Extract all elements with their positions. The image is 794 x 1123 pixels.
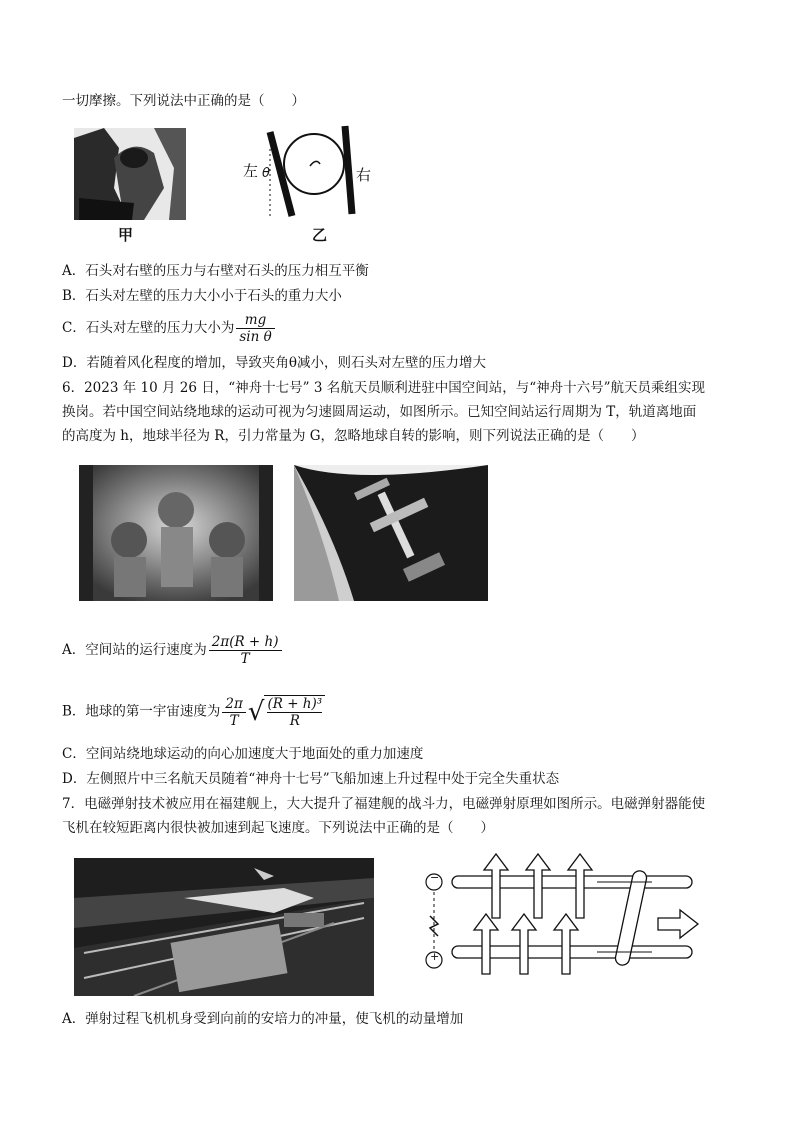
q6-stem-line3: 的高度为 h，地球半径为 R，引力常量为 G，忽略地球自转的影响，则下列说法正确的是（ ） bbox=[62, 428, 645, 444]
q7-diagram-rails bbox=[412, 848, 702, 980]
q7-stem-line2: 飞机在较短距离内很快被加速到起飞速度。下列说法中正确的是（ ） bbox=[62, 820, 494, 836]
q5-fig-left-side-label: 左 bbox=[243, 162, 259, 180]
q5-fig-jia-label: 甲 bbox=[118, 226, 134, 244]
q5-fig-right-side-label: 右 bbox=[356, 166, 372, 184]
q7-minus-sign: − bbox=[430, 871, 440, 884]
q6-option-b-den: T bbox=[229, 712, 239, 729]
q7-photo-carrier bbox=[74, 858, 374, 996]
q6-option-b-prefix: B．地球的第一宇宙速度为 bbox=[62, 703, 221, 720]
q6-option-b bbox=[62, 695, 325, 729]
q6-option-a-den: T bbox=[240, 651, 250, 667]
q6-option-b-fraction bbox=[222, 696, 245, 729]
q6-option-c: C．空间站绕地球运动的向心加速度大于地面处的重力加速度 bbox=[62, 746, 424, 762]
q5-fig-angle-label: θ bbox=[262, 166, 270, 181]
q5-photo-jia bbox=[74, 128, 186, 220]
q6-option-b-root bbox=[264, 695, 325, 729]
q6-sqrt-sign: √ bbox=[247, 697, 265, 727]
q6-option-b-root-num: (R + h)³ bbox=[267, 696, 323, 712]
q6-option-d: D．左侧照片中三名航天员随着“神舟十七号”飞船加速上升过程中处于完全失重状态 bbox=[62, 771, 560, 787]
q5-fig-yi-label: 乙 bbox=[312, 226, 328, 244]
q5-option-c-prefix: C．石头对左壁的压力大小为 bbox=[62, 320, 235, 336]
q6-option-b-root-den: R bbox=[289, 713, 300, 729]
q6-option-a-fraction bbox=[209, 634, 282, 667]
q5-stem-end: 一切摩擦。下列说法中正确的是（ ） bbox=[62, 93, 305, 109]
q5-option-c-den: sin θ bbox=[239, 329, 272, 345]
q6-option-a-num: 2π(R + h) bbox=[209, 634, 282, 651]
q7-option-a: A．弹射过程飞机机身受到向前的安培力的冲量，使飞机的动量增加 bbox=[62, 1011, 464, 1027]
q7-stem-line1: 7．电磁弹射技术被应用在福建舰上，大大提升了福建舰的战斗力，电磁弹射原理如图所示。电磁弹射器能使 bbox=[62, 796, 706, 812]
q5-option-c-num: mg bbox=[236, 312, 274, 329]
q6-option-a bbox=[62, 634, 282, 667]
q6-photo-astronauts bbox=[79, 465, 273, 601]
q5-option-b: B．石头对左壁的压力大小小于石头的重力大小 bbox=[62, 288, 342, 304]
q6-photo-space-station bbox=[294, 465, 488, 601]
q6-option-b-num: 2π bbox=[222, 696, 245, 713]
q6-stem-line2: 换岗。若中国空间站绕地球的运动可视为匀速圆周运动，如图所示。已知空间站运行周期为 T，轨道离地面 bbox=[62, 404, 697, 420]
q6-option-a-prefix: A．空间站的运行速度为 bbox=[62, 642, 207, 658]
q6-stem-line1: 6．2023 年 10 月 26 日，“神舟十七号” 3 名航天员顺利进驻中国空间站，与“神舟十六号”航天员乘组实现 bbox=[62, 380, 706, 396]
q5-option-c-fraction bbox=[236, 312, 274, 345]
q5-option-d: D．若随着风化程度的增加，导致夹角θ减小，则石头对左壁的压力增大 bbox=[62, 355, 486, 371]
q7-plus-sign: + bbox=[430, 950, 440, 963]
q5-option-a: A．石头对右壁的压力与右壁对石头的压力相互平衡 bbox=[62, 263, 369, 279]
q5-option-c bbox=[62, 312, 275, 345]
